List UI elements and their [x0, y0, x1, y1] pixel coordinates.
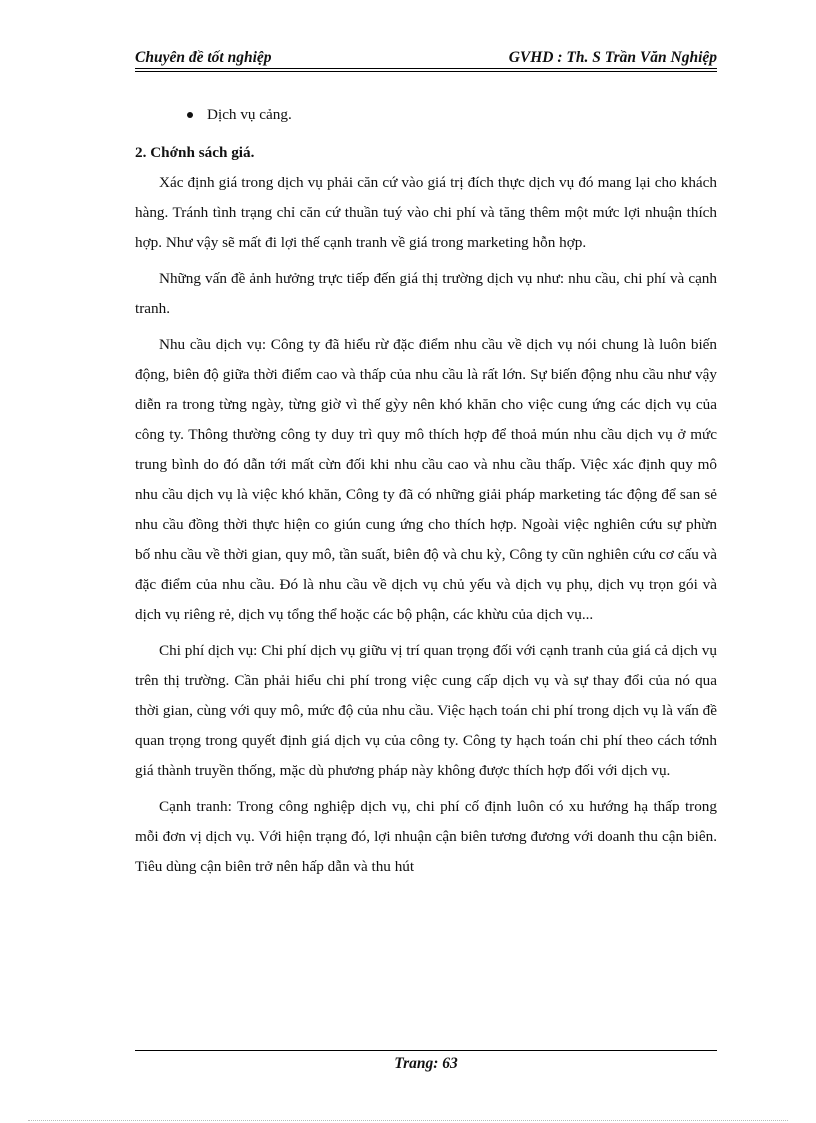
footer-divider	[135, 1050, 717, 1051]
section-heading: 2. Chớnh sách giá.	[135, 144, 255, 161]
bullet-text: Dịch vụ cảng.	[207, 106, 292, 123]
page-header	[135, 46, 717, 72]
bullet-item	[135, 100, 717, 130]
page-body	[135, 100, 717, 882]
paragraph-service-demand: Nhu cầu dịch vụ: Công ty đã hiểu rừ đặc điểm nhu cầu về dịch vụ nói chung là luôn biến động, biên độ giữa thời điểm cao và thấp của nhu cầu là rất lớn. Sự biến động nhu cầu như vậy diễn ra trong từng ngày, từng giờ vì thế gỳy nên khó khăn cho việc cung ứng các dịch vụ của công ty. Thông thường công ty duy trì quy mô thích hợp để thoả mún nhu cầu dịch vụ ở mức trung bình do đó dẫn tới mất cừn đối khi nhu cầu cao và nhu cầu thấp. Việc xác định quy mô nhu cầu dịch vụ là việc khó khăn, Công ty đã có những giải pháp marketing tác động để san sẻ nhu cầu đồng thời thực hiện co giún cung ứng cho thích hợp. Ngoài việc nghiên cứu sự phừn bố nhu cầu về thời gian, quy mô, tần suất, biên độ và chu kỳ, Công ty cũn nghiên cứu cơ cấu và đặc điểm của nhu cầu. Đó là nhu cầu về dịch vụ chủ yếu và dịch vụ phụ, dịch vụ trọn gói và dịch vụ riêng rẻ, dịch vụ tổng thể hoặc các bộ phận, các khừu của dịch vụ...	[135, 336, 717, 623]
paragraph-price-factors: Những vấn đề ảnh hưởng trực tiếp đến giá thị trường dịch vụ như: nhu cầu, chi phí và cạnh tranh.	[135, 270, 717, 317]
paragraph-pricing-basis: Xác định giá trong dịch vụ phải căn cứ vào giá trị đích thực dịch vụ đó mang lại cho khách hàng. Tránh tình trạng chỉ căn cứ thuần tuý vào chi phí và tăng thêm một mức lợi nhuận thích hợp. Như vậy sẽ mất đi lợi thế cạnh tranh về giá trong marketing hỗn hợp.	[135, 174, 717, 251]
header-document-title: Chuyên đề tốt nghiệp	[135, 49, 272, 66]
page-number: Trang: 63	[394, 1055, 458, 1072]
bullet-dot-icon	[187, 112, 193, 118]
header-divider-thick	[135, 71, 717, 72]
header-advisor: GVHD : Th. S Trần Văn Nghiệp	[508, 49, 717, 66]
paragraph-service-cost: Chi phí dịch vụ: Chi phí dịch vụ giữu vị trí quan trọng đối với cạnh tranh của giá cả dịch vụ trên thị trường. Cần phải hiểu chi phí trong việc cung cấp dịch vụ và sự thay đổi của nó qua thời gian, cùng với quy mô, mức độ của nhu cầu. Việc hạch toán chi phí trong dịch vụ là vấn đề quan trọng trong quyết định giá dịch vụ của công ty. Công ty hạch toán chi phí theo cách tớnh giá thành truyền thống, mặc dù phương pháp này không được thích hợp đối với dịch vụ.	[135, 642, 717, 779]
paragraph-competition: Cạnh tranh: Trong công nghiệp dịch vụ, chi phí cố định luôn có xu hướng hạ thấp trong mỗi đơn vị dịch vụ. Với hiện trạng đó, lợi nhuận cận biên tương đương với doanh thu cận biên. Tiêu dùng cận biên trở nên hấp dẫn và thu hút	[135, 798, 717, 875]
page-edge	[28, 1120, 788, 1121]
header-divider	[135, 68, 717, 69]
